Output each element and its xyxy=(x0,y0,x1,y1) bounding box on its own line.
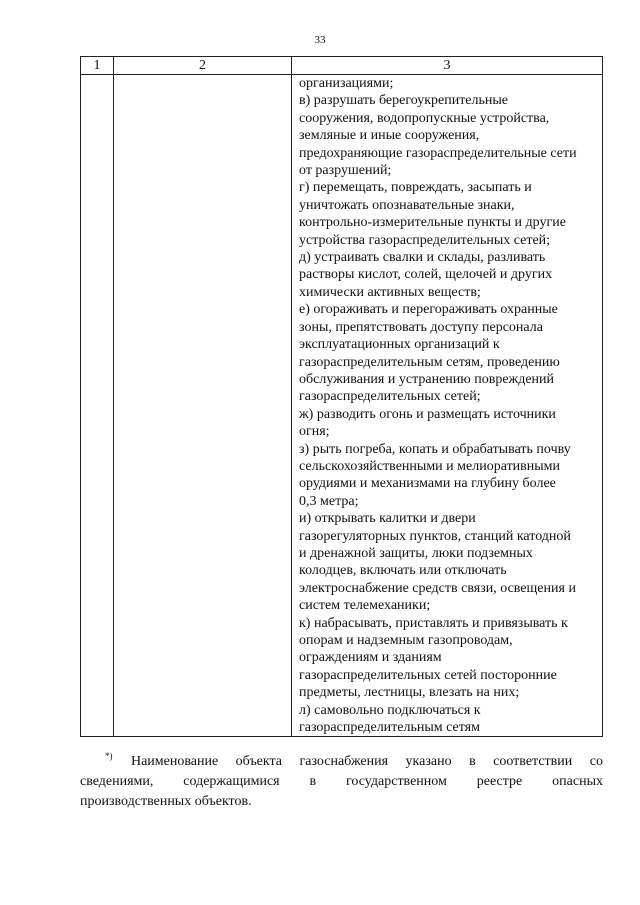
text-line: опорам и надземным газопроводам, xyxy=(299,633,513,648)
footnote-line-1 xyxy=(80,752,603,772)
text-line: от разрушений; xyxy=(299,163,392,179)
text-line: газораспределительных сетей посторонние xyxy=(299,667,557,683)
text-line: газораспределительным сетям xyxy=(299,720,480,736)
text-line: огня; xyxy=(299,424,330,440)
text-line: д) устраивать свалки и склады, разливать xyxy=(299,250,546,266)
page-number: 33 xyxy=(314,34,326,46)
table-header-row xyxy=(81,57,603,75)
footnote xyxy=(80,752,603,812)
footnote-word: содержащимися xyxy=(183,774,280,789)
text-line: сельскохозяйственными и мелиоративными xyxy=(299,458,561,474)
text-line: колодцев, включать или отключать xyxy=(299,563,507,579)
footnote-word: указано xyxy=(405,754,452,769)
text-line: ж) разводить огонь и размещать источники xyxy=(299,406,556,422)
text-line: предохраняющие газораспределительные сети xyxy=(299,145,577,161)
text-line: газораспределительным сетям, проведению xyxy=(299,354,560,370)
text-line: сооружения, водопропускные устройства, xyxy=(299,110,550,126)
table-row xyxy=(81,75,603,737)
footnote-mark: *) xyxy=(105,751,113,762)
footnote-word: газоснабжения xyxy=(299,754,389,769)
text-line: химически активных веществ; xyxy=(299,284,481,300)
footnote-word: объекта xyxy=(235,754,283,769)
text-line: зоны, препятствовать доступу персонала xyxy=(299,319,543,335)
text-line: газораспределительных сетей; xyxy=(299,389,481,405)
footnote-word: сведениями, xyxy=(80,774,154,789)
text-line: г) перемещать, повреждать, засыпать и xyxy=(299,180,532,196)
text-line: контрольно-измерительные пункты и другие xyxy=(299,215,566,231)
header-col-1: 1 xyxy=(81,57,114,75)
cell-col-1 xyxy=(81,75,114,737)
text-line: систем телемеханики; xyxy=(299,598,431,614)
cell-col-3 xyxy=(292,75,603,737)
text-line: эксплуатационных организаций к xyxy=(299,337,500,353)
footnote-word: соответствии xyxy=(493,754,573,769)
footnote-word: государственном xyxy=(346,774,447,789)
footnote-word: в xyxy=(469,754,476,769)
text-line: земляные и иные сооружения, xyxy=(299,128,480,144)
document-table xyxy=(80,56,603,737)
text-line: ограждениям и зданиям xyxy=(299,650,442,666)
text-line: в) разрушать берегоукрепительные xyxy=(299,93,509,109)
cell-col-2 xyxy=(114,75,292,737)
footnote-word xyxy=(105,752,114,772)
text-line: газорегуляторных пунктов, станций катодной xyxy=(299,528,571,544)
footnote-word: опасных xyxy=(552,774,603,789)
text-line: обслуживания и устранению повреждений xyxy=(299,371,555,387)
text-line: е) огораживать и перегораживать охранные xyxy=(299,302,558,318)
header-col-3: 3 xyxy=(292,57,603,75)
text-line: л) самовольно подключаться к xyxy=(299,702,481,718)
footnote-word: Наименование xyxy=(130,754,219,769)
text-line: электроснабжение средств связи, освещения и xyxy=(299,580,576,596)
footnote-line-3: производственных объектов. xyxy=(80,794,252,809)
text-line: и) открывать калитки и двери xyxy=(299,511,476,527)
text-line: орудиями и механизмами на глубину более xyxy=(299,476,556,492)
footnote-word: в xyxy=(309,774,317,789)
text-line: уничтожать опознавательные знаки, xyxy=(299,197,515,213)
text-line: предметы, лестницы, влезать на них; xyxy=(299,685,520,701)
text-line: растворы кислот, солей, щелочей и других xyxy=(299,267,553,283)
footnote-word: реестре xyxy=(476,774,523,789)
text-line: и дренажной защиты, люки подземных xyxy=(299,545,533,561)
text-line: устройства газораспределительных сетей; xyxy=(299,232,551,248)
text-line: к) набрасывать, приставлять и привязывать к xyxy=(299,615,568,631)
text-line: организациями; xyxy=(299,76,394,91)
footnote-word: со xyxy=(589,754,603,769)
text-line: з) рыть погреба, копать и обрабатывать почву xyxy=(299,441,571,457)
text-line: 0,3 метра; xyxy=(299,493,359,509)
footnote-line-2 xyxy=(80,772,603,792)
header-col-2: 2 xyxy=(114,57,292,75)
